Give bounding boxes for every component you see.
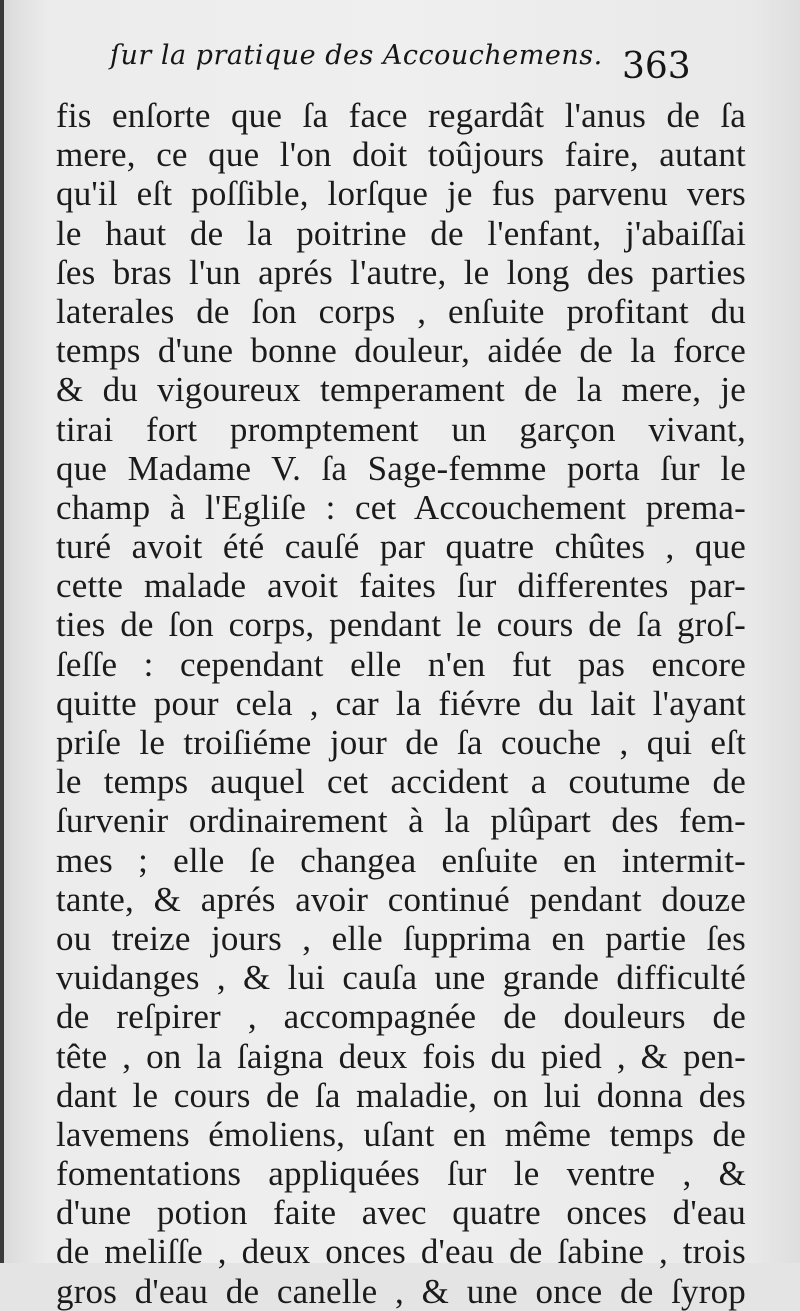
page-header bbox=[0, 40, 800, 100]
text-line: ties de ſon corps, pendant le cours de ſa groſ- bbox=[56, 605, 746, 645]
running-title: ſur la pratique des Accouchemens. bbox=[110, 40, 603, 71]
text-line: ſes bras l'un aprés l'autre, le long des parties bbox=[56, 252, 746, 292]
text-line: ſeſſe : cependant elle n'en fut pas encore bbox=[56, 644, 746, 684]
text-line: que Madame V. ſa Sage-femme porta ſur le bbox=[56, 448, 746, 488]
text-line: gros d'eau de canelle , & une once de ſyrop bbox=[56, 1271, 746, 1311]
text-line: tête , on la ſaigna deux fois du pied , & pen- bbox=[56, 1036, 746, 1076]
text-line: tirai fort promptement un garçon vivant, bbox=[56, 409, 746, 449]
text-line: mere, ce que l'on doit toûjours faire, autant bbox=[56, 135, 746, 175]
text-line: priſe le troiſiéme jour de ſa couche , qui eſt bbox=[56, 723, 746, 762]
text-line: le haut de la poitrine de l'enfant, j'abaiſſai bbox=[56, 213, 746, 253]
text-line: fis enſorte que ſa face regardât l'anus de ſa bbox=[56, 96, 746, 135]
text-line: ou treize jours , elle ſupprima en partie ſes bbox=[56, 918, 746, 958]
text-line: lavemens émoliens, uſant en même temps de bbox=[56, 1114, 746, 1154]
text-line: champ à l'Egliſe : cet Accouchement prema- bbox=[56, 487, 746, 527]
text-line: d'une potion faite avec quatre onces d'eau bbox=[56, 1193, 746, 1233]
text-line: mes ; elle ſe changea enſuite en intermit- bbox=[56, 840, 746, 880]
text-line: laterales de ſon corps , enſuite profitant du bbox=[56, 291, 746, 331]
text-line: & du vigoureux temperament de la mere, je bbox=[56, 370, 746, 410]
text-line: ſurvenir ordinairement à la plûpart des fem- bbox=[56, 801, 746, 841]
text-line: vuidanges , & lui cauſa une grande difficulté bbox=[56, 958, 746, 998]
text-line: de meliſſe , deux onces d'eau de ſabine , trois bbox=[56, 1232, 746, 1272]
text-line: quitte pour cela , car la fiévre du lait l'ayant bbox=[56, 683, 746, 723]
text-line: tante, & aprés avoir continué pendant douze bbox=[56, 879, 746, 919]
page-gutter-edge bbox=[0, 0, 4, 1263]
page-number: 363 bbox=[622, 46, 691, 87]
text-line: le temps auquel cet accident a coutume de bbox=[56, 762, 746, 802]
text-line: turé avoit été cauſé par quatre chûtes , que bbox=[56, 527, 746, 567]
text-line: cette malade avoit faites ſur differentes par- bbox=[56, 566, 746, 606]
text-line: fomentations appliquées ſur le ventre , & bbox=[56, 1154, 746, 1194]
text-line: dant le cours de ſa maladie, on lui donna des bbox=[56, 1075, 746, 1115]
text-line: de reſpirer , accompagnée de douleurs de bbox=[56, 997, 746, 1037]
body-text bbox=[56, 96, 746, 1311]
text-line: temps d'une bonne douleur, aidée de la force bbox=[56, 331, 746, 371]
text-line: qu'il eſt poſſible, lorſque je fus parvenu vers bbox=[56, 174, 746, 214]
